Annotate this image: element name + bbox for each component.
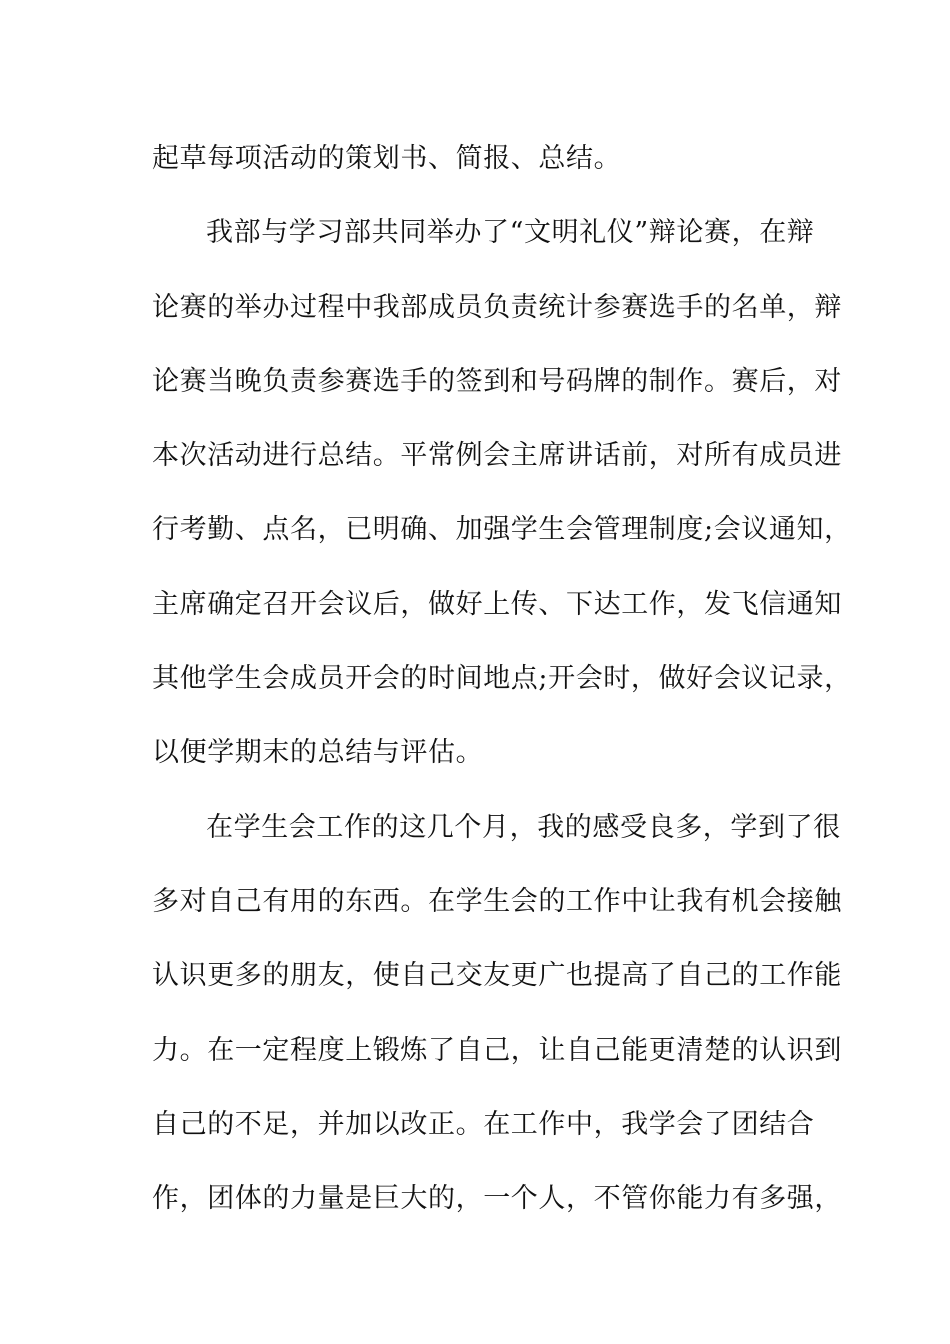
text-line: 起草每项活动的策划书、简报、总结。 [152, 143, 622, 174]
text-line: 多对自己有用的东西。在学生会的工作中让我有机会接触 [152, 885, 842, 917]
text-line: 作，团体的力量是巨大的，一个人，不管你能力有多强， [152, 1183, 842, 1215]
text-line: 力。在一定程度上锻炼了自己，让自己能更清楚的认识到 [152, 1034, 842, 1066]
text-line: 认识更多的朋友，使自己交友更广也提高了自己的工作能 [152, 960, 842, 992]
text-line: 主席确定召开会议后，做好上传、下达工作，发飞信通知 [152, 588, 842, 620]
text-line: 在学生会工作的这几个月，我的感受良多，学到了很 [206, 811, 841, 843]
body-text [152, 122, 852, 1236]
text-line: 论赛的举办过程中我部成员负责统计参赛选手的名单，辩 [152, 291, 842, 323]
text-line: 行考勤、点名，已明确、加强学生会管理制度;会议通知， [152, 514, 852, 546]
text-line: 论赛当晚负责参赛选手的签到和号码牌的制作。赛后，对 [152, 365, 842, 397]
text-line: 本次活动进行总结。平常例会主席讲话前，对所有成员进 [152, 440, 842, 472]
text-line: 其他学生会成员开会的时间地点;开会时，做好会议记录， [152, 663, 852, 695]
text-line: 我部与学习部共同举办了“文明礼仪”辩论赛，在辩 [206, 217, 815, 249]
text-line: 自己的不足，并加以改正。在工作中，我学会了团结合 [152, 1108, 815, 1140]
text-line: 以便学期末的总结与评估。 [152, 737, 484, 769]
